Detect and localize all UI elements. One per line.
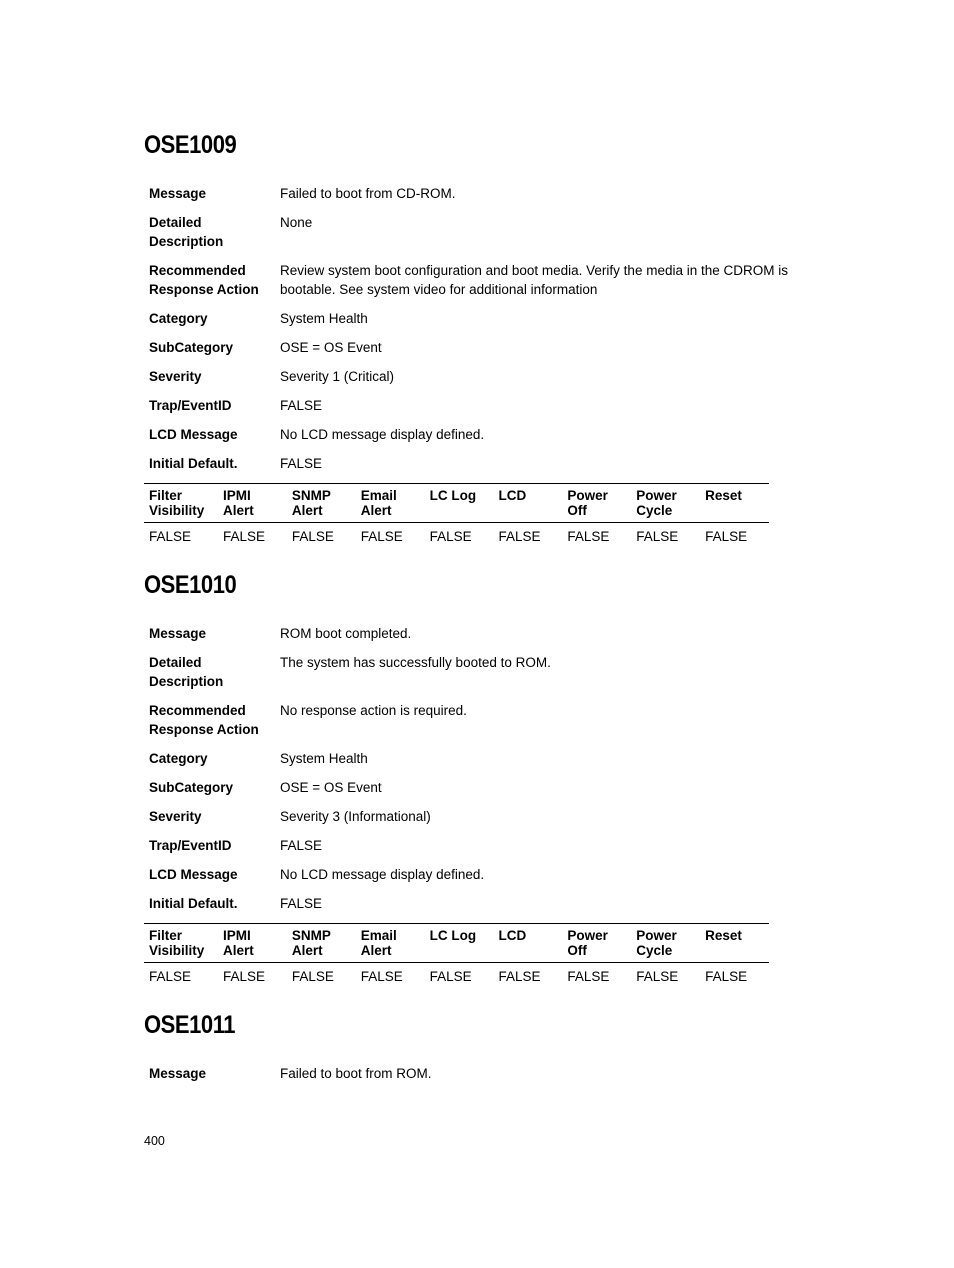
filter-value: FALSE <box>705 969 748 984</box>
field-row <box>144 396 834 415</box>
field-value: OSE = OS Event <box>280 340 382 355</box>
field-key: Initial Default. <box>149 456 238 471</box>
field-row <box>144 624 834 643</box>
field-value: OSE = OS Event <box>280 780 382 795</box>
field-value: FALSE <box>280 456 323 471</box>
section-title: OSE1010 <box>144 571 237 599</box>
field-key: Category <box>149 751 208 766</box>
filter-header: Power Cycle <box>636 488 677 518</box>
field-value: System Health <box>280 311 368 326</box>
filter-value: FALSE <box>429 529 472 544</box>
filter-value: FALSE <box>222 969 265 984</box>
filter-value: FALSE <box>222 529 265 544</box>
field-row <box>144 309 834 328</box>
field-key: SubCategory <box>149 340 234 355</box>
field-key: Detailed Description <box>149 655 224 689</box>
field-row <box>144 261 834 299</box>
filter-header: IPMI Alert <box>222 928 254 958</box>
field-row <box>144 749 834 768</box>
field-value: FALSE <box>280 398 323 413</box>
filter-table <box>144 483 769 544</box>
field-row <box>144 213 834 251</box>
filter-value: FALSE <box>567 529 610 544</box>
field-value: FALSE <box>280 838 323 853</box>
filter-header: LC Log <box>429 928 477 943</box>
filter-value-row <box>144 523 769 545</box>
field-key: LCD Message <box>149 867 238 882</box>
field-key: Message <box>149 186 207 201</box>
field-value: The system has successfully booted to ROM. <box>280 655 551 670</box>
filter-value: FALSE <box>291 529 334 544</box>
field-key: Severity <box>149 369 202 384</box>
section-ose1009 <box>144 130 834 544</box>
field-key: Trap/EventID <box>149 398 232 413</box>
field-value: Failed to boot from ROM. <box>280 1066 432 1081</box>
field-row <box>144 367 834 386</box>
field-row <box>144 807 834 826</box>
page-number: 400 <box>144 1134 165 1148</box>
field-value: ROM boot completed. <box>280 626 412 641</box>
field-row <box>144 653 834 691</box>
field-row <box>144 778 834 797</box>
filter-header: LC Log <box>429 488 477 503</box>
field-key: Severity <box>149 809 202 824</box>
field-key: Initial Default. <box>149 896 238 911</box>
filter-header-row <box>144 484 769 523</box>
filter-value: FALSE <box>360 969 403 984</box>
field-value: System Health <box>280 751 368 766</box>
filter-header: Power Off <box>567 928 608 958</box>
filter-value: FALSE <box>429 969 472 984</box>
section-title: OSE1011 <box>144 1011 236 1039</box>
filter-header: LCD <box>498 928 527 943</box>
section-ose1011 <box>144 1010 834 1093</box>
field-key: Message <box>149 1066 207 1081</box>
field-row <box>144 865 834 884</box>
field-key: Message <box>149 626 207 641</box>
field-row <box>144 701 834 739</box>
field-value: FALSE <box>280 896 323 911</box>
filter-value: FALSE <box>636 969 679 984</box>
field-row <box>144 338 834 357</box>
field-row <box>144 894 834 913</box>
filter-value: FALSE <box>498 969 541 984</box>
field-value: Severity 1 (Critical) <box>280 369 395 384</box>
field-row <box>144 836 834 855</box>
field-key: Trap/EventID <box>149 838 232 853</box>
field-key: Detailed Description <box>149 215 224 249</box>
filter-table <box>144 923 769 984</box>
field-row <box>144 425 834 444</box>
filter-value: FALSE <box>291 969 334 984</box>
section-ose1010 <box>144 570 834 984</box>
filter-header: Power Cycle <box>636 928 677 958</box>
filter-value: FALSE <box>360 529 403 544</box>
filter-value-row <box>144 963 769 985</box>
filter-value: FALSE <box>705 529 748 544</box>
filter-header: SNMP Alert <box>291 488 331 518</box>
field-key: SubCategory <box>149 780 234 795</box>
field-value: Review system boot configuration and boot media. Verify the media in the CDROM is bootable. See system video for additional information <box>280 263 788 297</box>
filter-header: Reset <box>705 928 742 943</box>
field-value: Failed to boot from CD-ROM. <box>280 186 456 201</box>
field-row <box>144 184 834 203</box>
filter-value: FALSE <box>149 969 192 984</box>
filter-value: FALSE <box>567 969 610 984</box>
filter-header-row <box>144 924 769 963</box>
field-key: LCD Message <box>149 427 238 442</box>
filter-value: FALSE <box>149 529 192 544</box>
field-list <box>144 624 834 913</box>
field-list <box>144 1064 834 1083</box>
filter-header: Filter Visibility <box>149 928 205 958</box>
field-value: No LCD message display defined. <box>280 867 485 882</box>
field-list <box>144 184 834 473</box>
filter-header: LCD <box>498 488 527 503</box>
field-row <box>144 1064 834 1083</box>
filter-header: Email Alert <box>360 488 397 518</box>
filter-header: IPMI Alert <box>222 488 254 518</box>
field-value: No response action is required. <box>280 703 467 718</box>
filter-header: Email Alert <box>360 928 397 958</box>
section-title: OSE1009 <box>144 131 237 159</box>
field-row <box>144 454 834 473</box>
filter-value: FALSE <box>498 529 541 544</box>
field-value: Severity 3 (Informational) <box>280 809 431 824</box>
filter-header: SNMP Alert <box>291 928 331 958</box>
field-value: None <box>280 215 313 230</box>
field-key: Recommended Response Action <box>149 263 259 297</box>
field-value: No LCD message display defined. <box>280 427 485 442</box>
field-key: Recommended Response Action <box>149 703 259 737</box>
filter-header: Power Off <box>567 488 608 518</box>
filter-header: Filter Visibility <box>149 488 205 518</box>
filter-value: FALSE <box>636 529 679 544</box>
field-key: Category <box>149 311 208 326</box>
filter-header: Reset <box>705 488 742 503</box>
